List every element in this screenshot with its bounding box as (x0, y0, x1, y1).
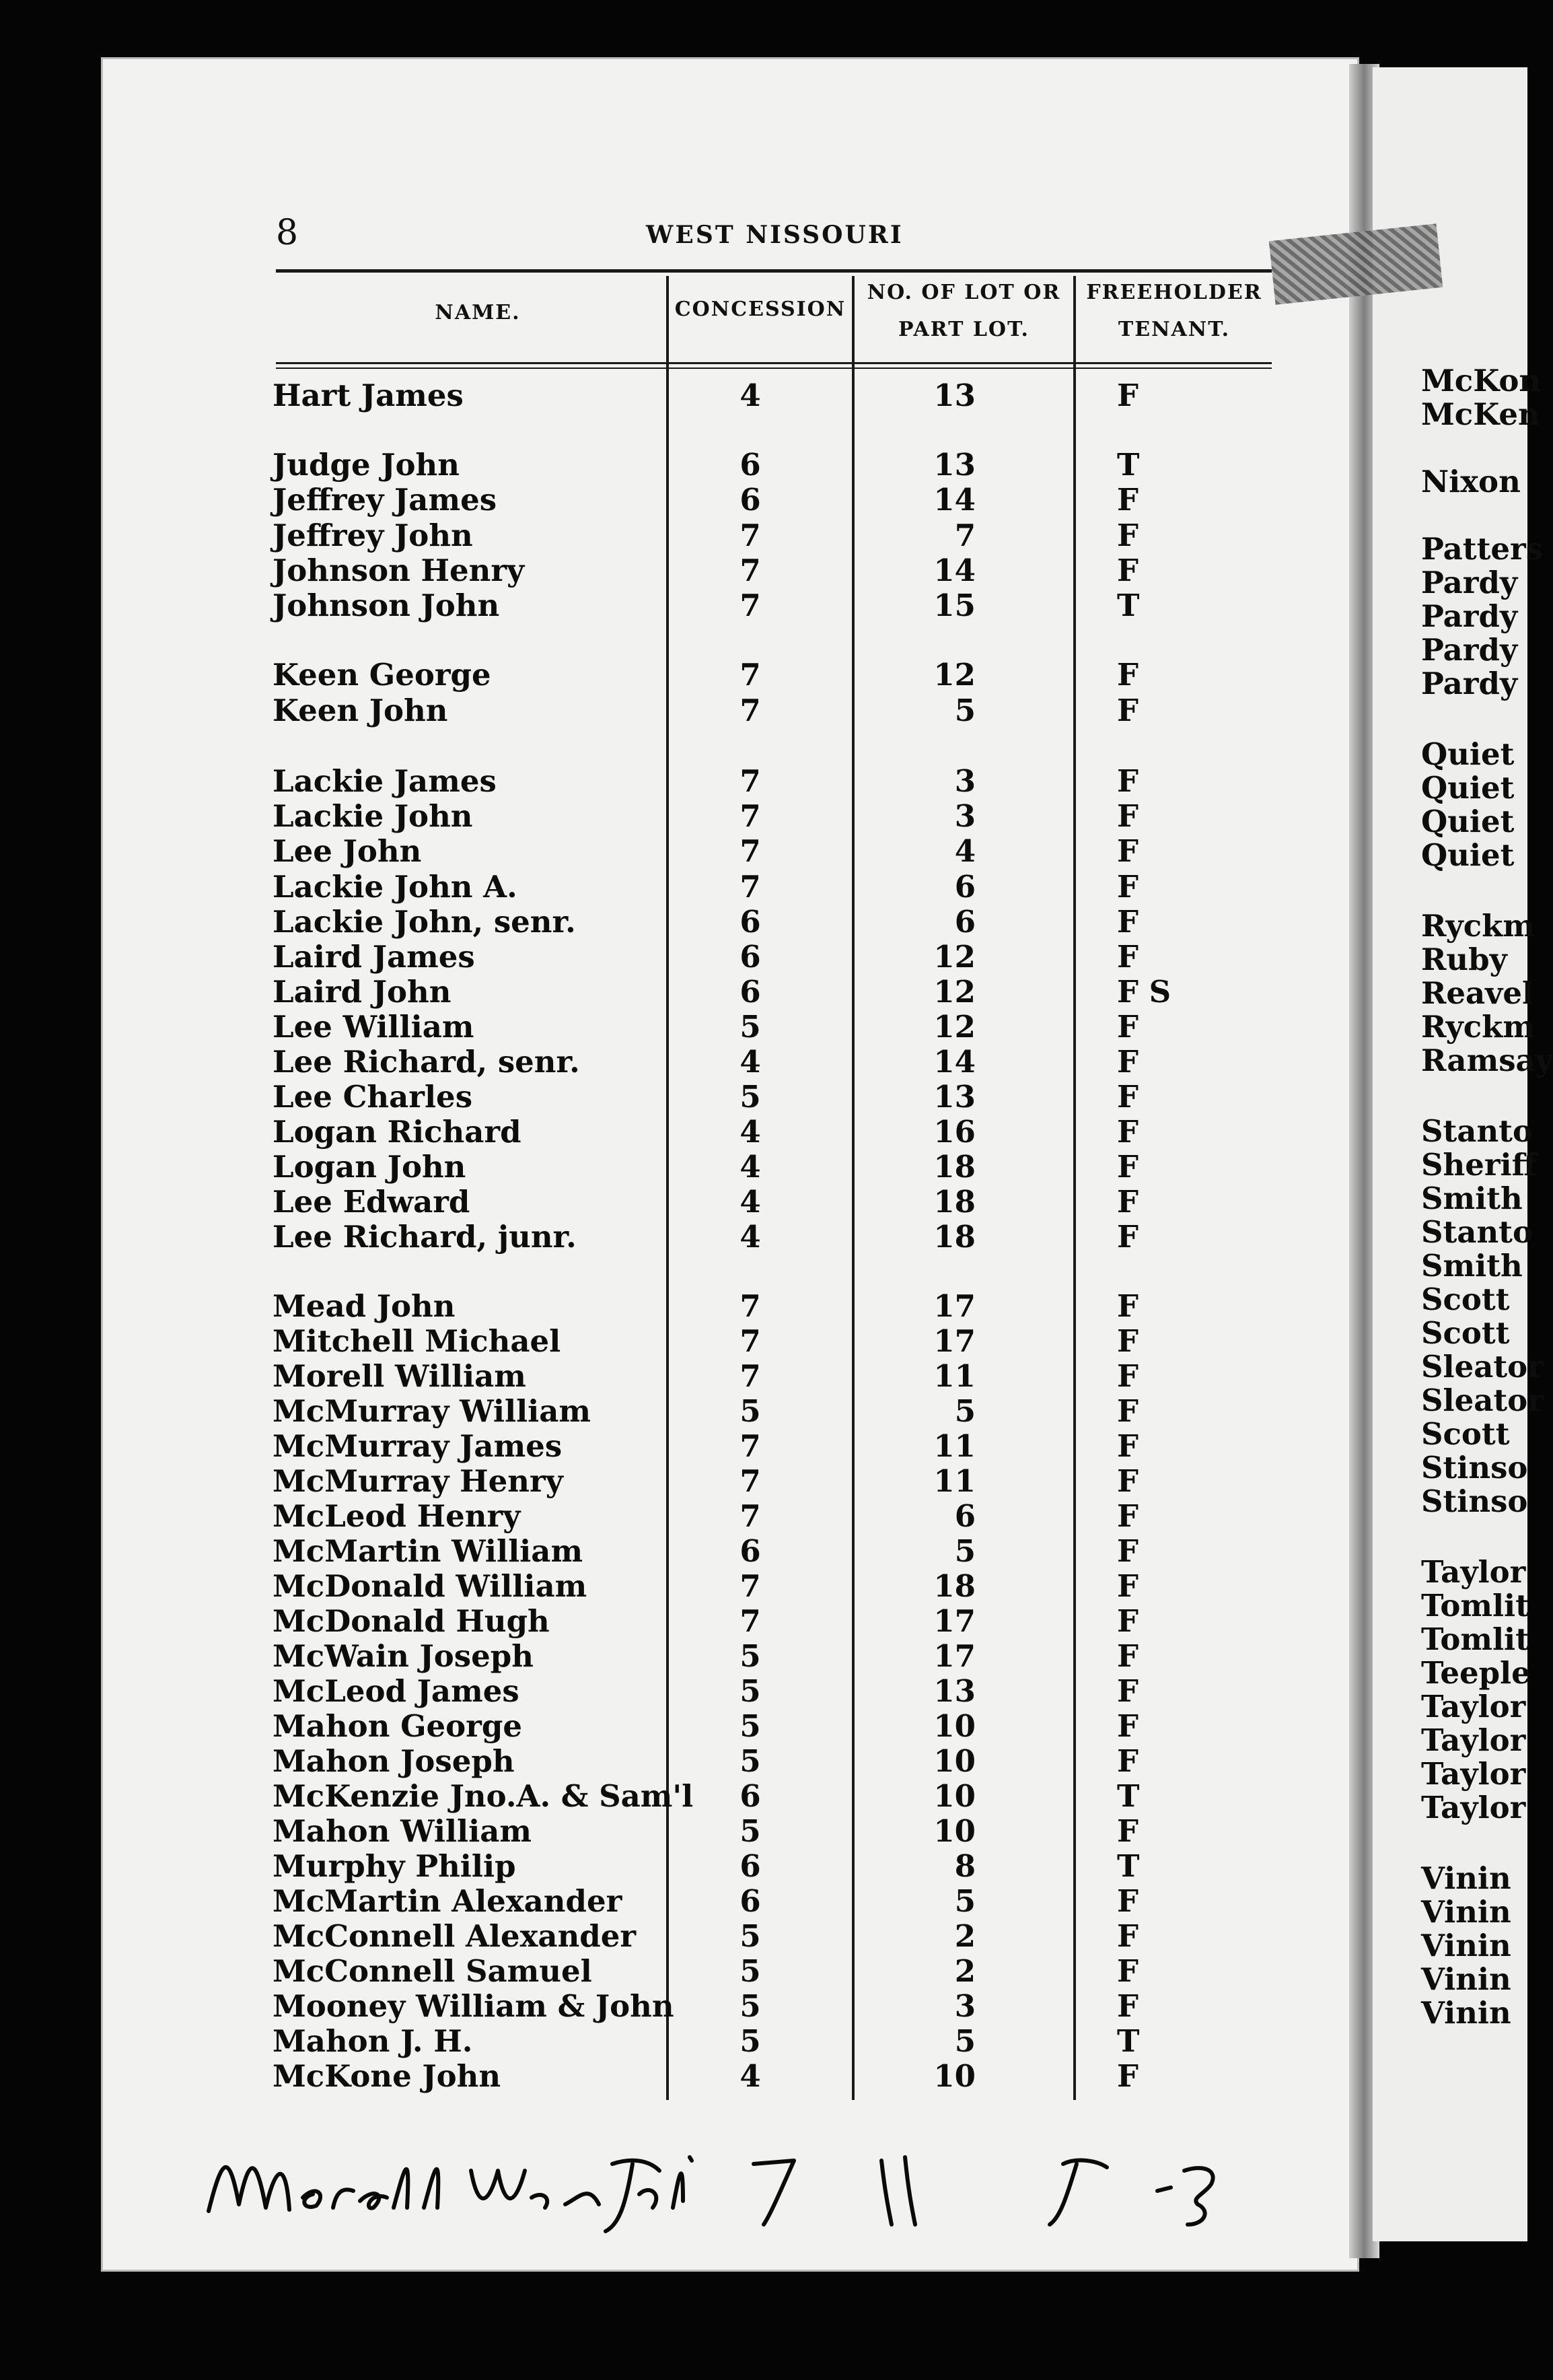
facing-page-name: Nixon (1421, 464, 1521, 499)
concession-cell: 4 (739, 1219, 761, 1255)
status-cell: F (1117, 1219, 1139, 1255)
facing-page-name: Sleator (1421, 1382, 1544, 1418)
lot-cell: 10 (933, 2058, 976, 2094)
concession-cell: 6 (739, 1883, 761, 1919)
lot-cell: 11 (933, 1428, 976, 1464)
name-cell: Mahon J. H. (273, 2023, 473, 2059)
concession-cell: 6 (739, 974, 761, 1010)
concession-cell: 7 (739, 833, 761, 869)
status-cell: F (1117, 2058, 1139, 2094)
concession-cell: 5 (739, 1009, 761, 1045)
column-header-lot-line1: NO. OF LOT OR (867, 281, 1061, 304)
name-cell: Mooney William & John (273, 1988, 674, 2024)
facing-page-name: Taylor (1421, 1790, 1526, 1825)
status-cell: F (1117, 1533, 1139, 1569)
lot-cell: 13 (933, 447, 976, 483)
concession-cell: 5 (739, 1393, 761, 1429)
status-cell: F (1117, 1988, 1139, 2024)
facing-page-name: Taylor (1421, 1689, 1526, 1724)
facing-page-name: Vinin (1421, 1860, 1511, 1896)
concession-cell: 6 (739, 939, 761, 975)
facing-page-name: Vinin (1421, 1995, 1511, 2031)
facing-page-name: Ramsay (1421, 1043, 1553, 1078)
status-cell: F (1117, 1114, 1139, 1150)
facing-page-name: Patters (1421, 531, 1544, 567)
handwritten-annotation (202, 2130, 1265, 2238)
facing-page-name: Taylor (1421, 1722, 1526, 1758)
concession-cell: 7 (739, 588, 761, 623)
status-cell: F (1117, 378, 1139, 413)
facing-page-name: Pardy (1421, 666, 1518, 701)
facing-page-name: Stinso (1421, 1483, 1528, 1519)
name-cell: Logan Richard (273, 1114, 521, 1150)
facing-page-name: Quiet (1421, 837, 1515, 873)
facing-page-name: Quiet (1421, 770, 1515, 806)
concession-cell: 5 (739, 1813, 761, 1849)
status-cell: F (1117, 1673, 1139, 1709)
status-cell: F (1117, 1393, 1139, 1429)
lot-cell: 17 (933, 1288, 976, 1324)
name-cell: Johnson John (273, 588, 500, 623)
concession-cell: 7 (739, 1358, 761, 1394)
name-cell: McMurray William (273, 1393, 591, 1429)
concession-cell: 4 (739, 1044, 761, 1080)
facing-page-name: Vinin (1421, 1894, 1511, 1930)
concession-cell: 7 (739, 1323, 761, 1359)
facing-page-name: Taylor (1421, 1756, 1526, 1792)
lot-cell: 10 (933, 1813, 976, 1849)
facing-page-name: Pardy (1421, 598, 1518, 634)
status-cell: F (1117, 1498, 1139, 1534)
column-header-ft-line1: FREEHOLDER (1086, 281, 1262, 304)
column-divider-1 (666, 276, 669, 2100)
status-cell: F (1117, 939, 1139, 975)
status-cell: F (1117, 1149, 1139, 1185)
status-cell: F (1117, 1953, 1139, 1989)
header-top-rule (276, 269, 1272, 273)
lot-cell: 6 (954, 1498, 976, 1534)
name-cell: Mead John (273, 1288, 456, 1324)
lot-cell: 11 (933, 1358, 976, 1394)
concession-cell: 7 (739, 1463, 761, 1499)
facing-page-name: Ruby (1421, 942, 1507, 977)
facing-page-name: Scott (1421, 1282, 1510, 1317)
column-header-concession: CONCESSION (674, 298, 846, 321)
facing-page-name: McKen (1421, 396, 1540, 432)
status-cell: F (1117, 1638, 1139, 1674)
concession-cell: 6 (739, 447, 761, 483)
status-cell: T (1117, 447, 1140, 483)
name-cell: Mitchell Michael (273, 1323, 561, 1359)
facing-page-name: Ryckm (1421, 908, 1535, 944)
status-cell: F (1117, 1568, 1139, 1604)
status-cell: F (1117, 869, 1139, 905)
lot-cell: 12 (933, 939, 976, 975)
status-cell: T (1117, 2023, 1140, 2059)
name-cell: McLeod Henry (273, 1498, 521, 1534)
facing-page-name: Taylor (1421, 1554, 1526, 1590)
lot-cell: 17 (933, 1323, 976, 1359)
facing-page-name: Pardy (1421, 632, 1518, 668)
lot-cell: 10 (933, 1778, 976, 1814)
name-cell: McKenzie Jno.A. & Sam'l (273, 1778, 694, 1814)
facing-page-name: Ryckm (1421, 1009, 1535, 1045)
facing-page-name: Scott (1421, 1416, 1510, 1452)
facing-page-name: Reavel (1421, 975, 1534, 1011)
status-cell: T (1117, 588, 1140, 623)
concession-cell: 7 (739, 763, 761, 799)
lot-cell: 18 (933, 1184, 976, 1220)
page-number: 8 (276, 213, 299, 253)
status-cell: F (1117, 553, 1139, 588)
lot-cell: 2 (954, 1918, 976, 1954)
status-cell: T (1117, 1848, 1140, 1884)
lot-cell: 3 (954, 1988, 976, 2024)
concession-cell: 5 (739, 1708, 761, 1744)
name-cell: Jeffrey John (273, 518, 473, 553)
lot-cell: 3 (954, 798, 976, 834)
header-bottom-rule (276, 362, 1272, 364)
facing-page-name: Vinin (1421, 1961, 1511, 1997)
facing-page-name: Quiet (1421, 736, 1515, 772)
name-cell: Lee Richard, junr. (273, 1219, 577, 1255)
status-cell: F (1117, 1323, 1139, 1359)
concession-cell: 4 (739, 1184, 761, 1220)
name-cell: Keen John (273, 693, 448, 728)
facing-page-name: Smith (1421, 1181, 1523, 1216)
lot-cell: 13 (933, 378, 976, 413)
lot-cell: 18 (933, 1219, 976, 1255)
facing-page-name: Vinin (1421, 1928, 1511, 1963)
lot-cell: 14 (933, 1044, 976, 1080)
lot-cell: 18 (933, 1568, 976, 1604)
name-cell: Lee Charles (273, 1079, 473, 1115)
name-cell: McMartin Alexander (273, 1883, 622, 1919)
lot-cell: 16 (933, 1114, 976, 1150)
concession-cell: 7 (739, 657, 761, 693)
concession-cell: 6 (739, 1533, 761, 1569)
lot-cell: 13 (933, 1673, 976, 1709)
lot-cell: 5 (954, 1393, 976, 1429)
facing-page-name: Tomlit (1421, 1588, 1529, 1623)
name-cell: Lackie John (273, 798, 473, 834)
name-cell: Mahon George (273, 1708, 522, 1744)
lot-cell: 17 (933, 1603, 976, 1639)
concession-cell: 7 (739, 553, 761, 588)
running-head: WEST NISSOURI (646, 221, 904, 249)
facing-page-name: Stinso (1421, 1450, 1528, 1485)
status-cell: F (1117, 482, 1139, 518)
facing-page-name: Scott (1421, 1315, 1510, 1351)
name-cell: McKone John (273, 2058, 501, 2094)
lot-cell: 7 (954, 518, 976, 553)
facing-page-name: McKon (1421, 363, 1542, 398)
name-cell: Johnson Henry (273, 553, 525, 588)
lot-cell: 5 (954, 1533, 976, 1569)
header-bottom-rule-2 (276, 368, 1272, 369)
name-cell: Lee Richard, senr. (273, 1044, 580, 1080)
name-cell: Murphy Philip (273, 1848, 516, 1884)
status-cell: F (1117, 833, 1139, 869)
concession-cell: 4 (739, 2058, 761, 2094)
name-cell: McConnell Alexander (273, 1918, 637, 1954)
status-cell: F (1117, 1883, 1139, 1919)
column-header-lot-line2: PART LOT. (898, 318, 1030, 341)
concession-cell: 7 (739, 869, 761, 905)
name-cell: McDonald Hugh (273, 1603, 550, 1639)
facing-page-name: Smith (1421, 1248, 1523, 1284)
concession-cell: 7 (739, 693, 761, 728)
concession-cell: 5 (739, 1988, 761, 2024)
lot-cell: 12 (933, 657, 976, 693)
name-cell: Mahon Joseph (273, 1743, 515, 1779)
lot-cell: 18 (933, 1149, 976, 1185)
status-cell: F (1117, 657, 1139, 693)
concession-cell: 4 (739, 1149, 761, 1185)
facing-page-name: Stanto (1421, 1113, 1533, 1149)
status-cell: F (1117, 1603, 1139, 1639)
lot-cell: 12 (933, 974, 976, 1010)
lot-cell: 5 (954, 693, 976, 728)
lot-cell: 17 (933, 1638, 976, 1674)
concession-cell: 7 (739, 1288, 761, 1324)
facing-page (1373, 67, 1553, 2241)
status-cell: F (1117, 1044, 1139, 1080)
lot-cell: 15 (933, 588, 976, 623)
status-cell: F (1117, 1918, 1139, 1954)
name-cell: Mahon William (273, 1813, 532, 1849)
facing-page-name: Teeple (1421, 1655, 1531, 1691)
concession-cell: 5 (739, 1079, 761, 1115)
status-cell: F (1117, 1813, 1139, 1849)
concession-cell: 7 (739, 518, 761, 553)
concession-cell: 5 (739, 1743, 761, 1779)
lot-cell: 4 (954, 833, 976, 869)
status-cell: F (1117, 1463, 1139, 1499)
concession-cell: 7 (739, 1603, 761, 1639)
name-cell: McWain Joseph (273, 1638, 534, 1674)
name-cell: McMurray James (273, 1428, 563, 1464)
status-cell: F (1117, 1708, 1139, 1744)
name-cell: Lee William (273, 1009, 474, 1045)
name-cell: Logan John (273, 1149, 466, 1185)
status-cell: F S (1117, 974, 1171, 1010)
status-cell: F (1117, 1184, 1139, 1220)
name-cell: Lackie James (273, 763, 497, 799)
status-cell: F (1117, 693, 1139, 728)
name-cell: Lackie John A. (273, 869, 517, 905)
status-cell: F (1117, 798, 1139, 834)
name-cell: McMurray Henry (273, 1463, 563, 1499)
lot-cell: 10 (933, 1743, 976, 1779)
facing-page-name: Sheriff (1421, 1147, 1537, 1183)
lot-cell: 3 (954, 763, 976, 799)
concession-cell: 6 (739, 1848, 761, 1884)
status-cell: T (1117, 1778, 1140, 1814)
facing-page-name: Stanto (1421, 1214, 1533, 1250)
facing-page-name: Quiet (1421, 804, 1515, 839)
concession-cell: 4 (739, 1114, 761, 1150)
concession-cell: 4 (739, 378, 761, 413)
name-cell: Laird James (273, 939, 475, 975)
column-divider-2 (852, 276, 855, 2100)
column-divider-3 (1073, 276, 1076, 2100)
lot-cell: 14 (933, 553, 976, 588)
name-cell: Laird John (273, 974, 452, 1010)
concession-cell: 5 (739, 1918, 761, 1954)
name-cell: Morell William (273, 1358, 526, 1394)
column-header-ft-line2: TENANT. (1118, 318, 1231, 341)
name-cell: Jeffrey James (273, 482, 497, 518)
lot-cell: 12 (933, 1009, 976, 1045)
concession-cell: 5 (739, 1638, 761, 1674)
lot-cell: 10 (933, 1708, 976, 1744)
status-cell: F (1117, 904, 1139, 940)
facing-page-name: Pardy (1421, 565, 1518, 600)
status-cell: F (1117, 1009, 1139, 1045)
name-cell: McDonald William (273, 1568, 587, 1604)
lot-cell: 5 (954, 1883, 976, 1919)
lot-cell: 13 (933, 1079, 976, 1115)
lot-cell: 14 (933, 482, 976, 518)
name-cell: Lee Edward (273, 1184, 470, 1220)
concession-cell: 5 (739, 1673, 761, 1709)
status-cell: F (1117, 763, 1139, 799)
name-cell: Lackie John, senr. (273, 904, 576, 940)
lot-cell: 6 (954, 904, 976, 940)
name-cell: Judge John (273, 447, 460, 483)
concession-cell: 5 (739, 1953, 761, 1989)
column-header-name: NAME. (435, 301, 521, 324)
concession-cell: 7 (739, 1498, 761, 1534)
lot-cell: 11 (933, 1463, 976, 1499)
concession-cell: 6 (739, 1778, 761, 1814)
lot-cell: 2 (954, 1953, 976, 1989)
concession-cell: 6 (739, 482, 761, 518)
status-cell: F (1117, 1079, 1139, 1115)
concession-cell: 7 (739, 1428, 761, 1464)
name-cell: Hart James (273, 378, 464, 413)
name-cell: McMartin William (273, 1533, 583, 1569)
facing-page-name: Tomlit (1421, 1621, 1529, 1657)
status-cell: F (1117, 1358, 1139, 1394)
concession-cell: 7 (739, 798, 761, 834)
status-cell: F (1117, 1428, 1139, 1464)
concession-cell: 6 (739, 904, 761, 940)
name-cell: Keen George (273, 657, 491, 693)
lot-cell: 5 (954, 2023, 976, 2059)
lot-cell: 8 (954, 1848, 976, 1884)
lot-cell: 6 (954, 869, 976, 905)
concession-cell: 5 (739, 2023, 761, 2059)
name-cell: Lee John (273, 833, 422, 869)
concession-cell: 7 (739, 1568, 761, 1604)
status-cell: F (1117, 1288, 1139, 1324)
facing-page-name: Sleator (1421, 1349, 1544, 1385)
status-cell: F (1117, 518, 1139, 553)
name-cell: McConnell Samuel (273, 1953, 592, 1989)
status-cell: F (1117, 1743, 1139, 1779)
name-cell: McLeod James (273, 1673, 519, 1709)
